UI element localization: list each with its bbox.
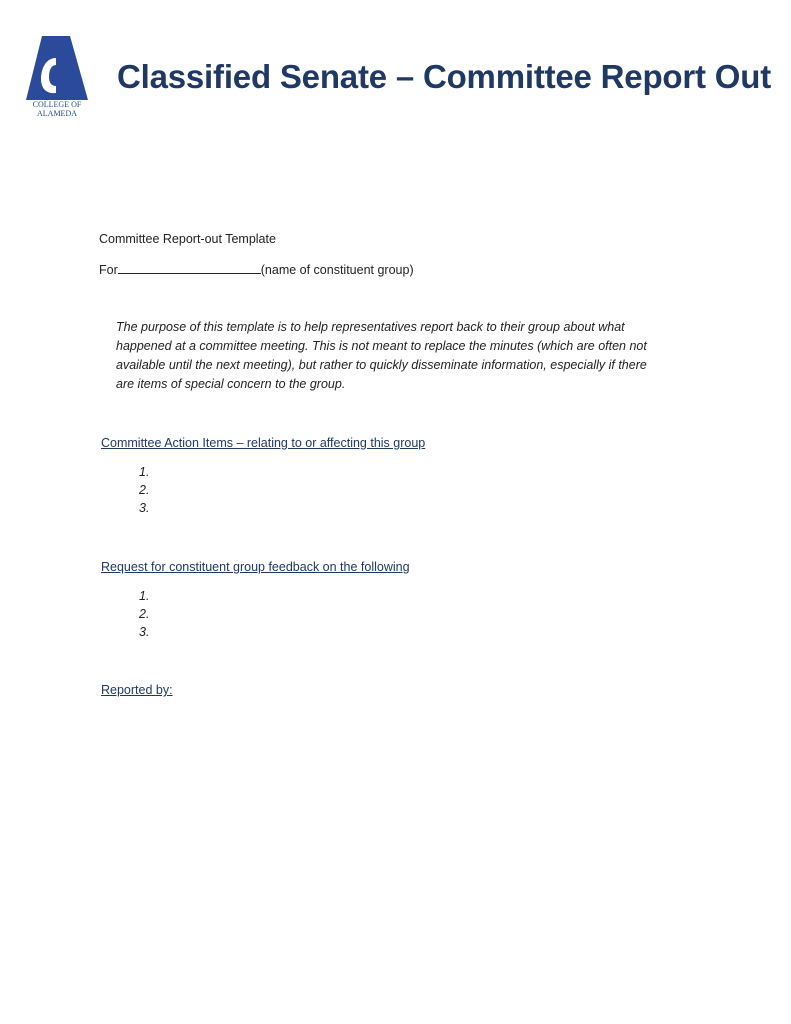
constituent-group-blank[interactable]	[118, 261, 261, 274]
feedback-request-heading: Request for constituent group feedback on the following	[101, 560, 410, 574]
list-item: 1.	[139, 465, 150, 479]
page-title: Classified Senate – Committee Report Out	[117, 58, 771, 95]
for-label: For	[99, 263, 118, 277]
list-item: 1.	[139, 589, 150, 603]
logo-text-line1: COLLEGE OF	[32, 100, 82, 109]
college-of-alameda-logo	[24, 36, 90, 118]
list-item: 3.	[139, 625, 150, 639]
logo-text-line2: ALAMEDA	[37, 109, 77, 118]
template-subtitle: Committee Report-out Template	[99, 232, 276, 246]
reported-by-label: Reported by:	[101, 683, 173, 697]
logo-a-icon	[24, 36, 90, 102]
list-item: 2.	[139, 483, 150, 497]
purpose-paragraph: The purpose of this template is to help representatives report back to their group about what happened at a committee meeting. This is not meant to replace the minutes (which are often not available until the next meeting), but rather to quickly disseminate information, especially if there are items of special concern to the group.	[116, 320, 647, 391]
for-hint: (name of constituent group)	[260, 263, 414, 277]
action-items-list	[139, 463, 149, 517]
list-item: 2.	[139, 607, 150, 621]
for-line	[99, 261, 414, 277]
list-item: 3.	[139, 501, 150, 515]
feedback-request-list	[139, 587, 149, 641]
action-items-heading: Committee Action Items – relating to or affecting this group	[101, 436, 426, 450]
